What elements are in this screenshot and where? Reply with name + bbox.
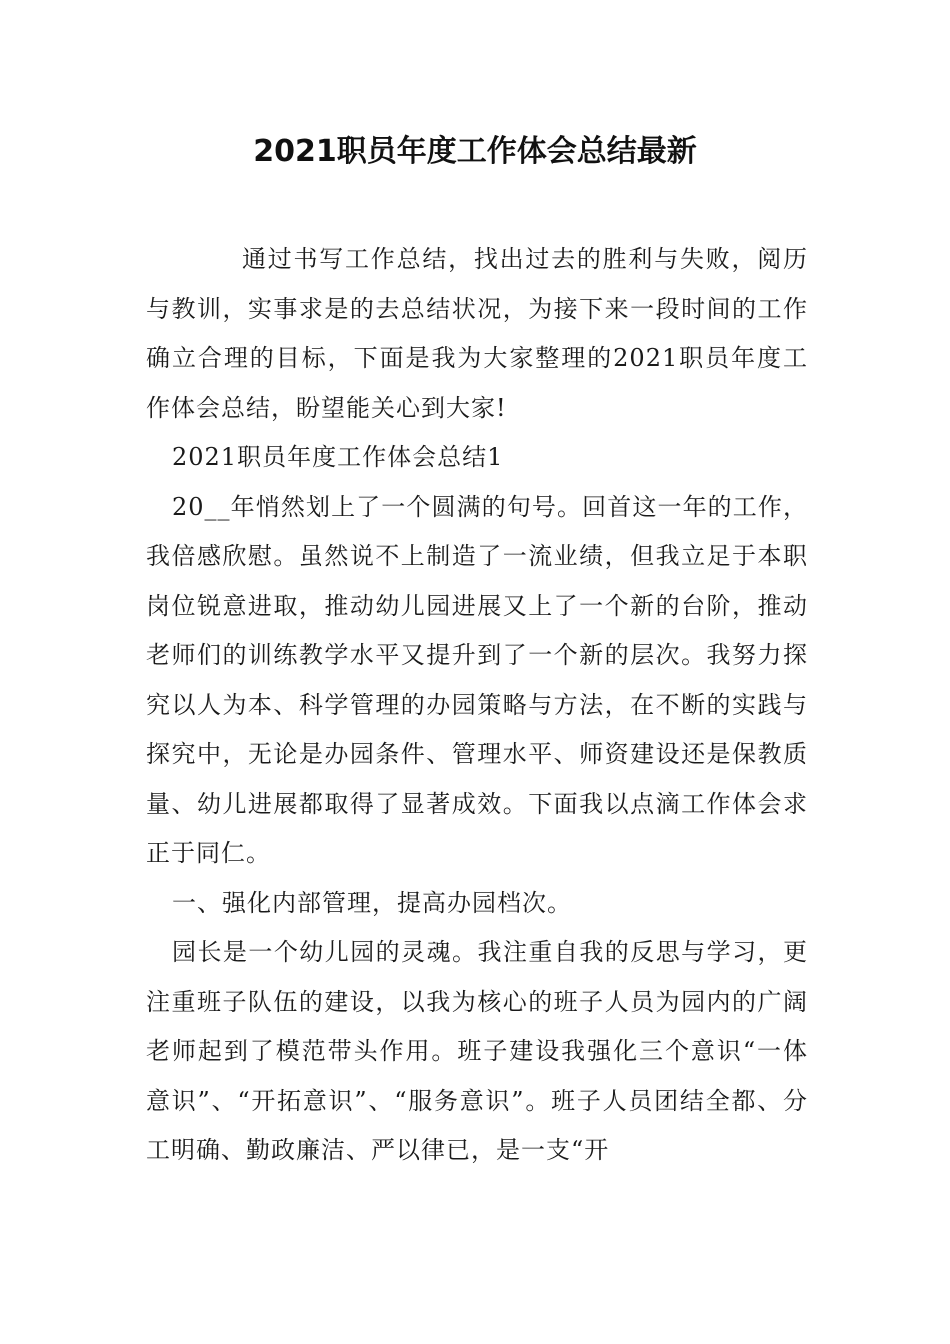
intro-paragraph: 通过书写工作总结，找出过去的胜利与失败，阅历与教训，实事求是的去总结状况，为接下来一段时间的工作确立合理的目标，下面是我为大家整理的2021职员年度工作体会总结，盼望能关心到大家! (146, 245, 808, 422)
section-heading: 一、强化内部管理，提高办园档次。 (172, 888, 572, 917)
body-paragraph: 20__年悄然划上了一个圆满的句号。回首这一年的工作，我倍感欣慰。虽然说不上制造了一流业绩，但我立足于本职岗位锐意进取，推动幼儿园进展又上了一个新的台阶，推动老师们的训练教学水平又提升到了一个新的层次。我努力探究以人为本、科学管理的办园策略与方法，在不断的实践与探究中，无论是办园条件、管理水平、师资建设还是保教质量、幼儿进展都取得了显著成效。下面我以点滴工作体会求正于同仁。 (146, 492, 808, 867)
section-subtitle: 2021职员年度工作体会总结1 (172, 443, 504, 471)
body-paragraph: 园长是一个幼儿园的灵魂。我注重自我的反思与学习，更注重班子队伍的建设，以我为核心的班子人员为园内的广阔老师起到了模范带头作用。班子建设我强化三个意识“一体意识”、“开拓意识”、“服务意识”。班子人员团结全都、分工明确、勤政廉洁、严以律已，是一支“开 (146, 938, 808, 1164)
document-title: 2021职员年度工作体会总结最新 (253, 134, 697, 169)
document-body (146, 235, 808, 1176)
